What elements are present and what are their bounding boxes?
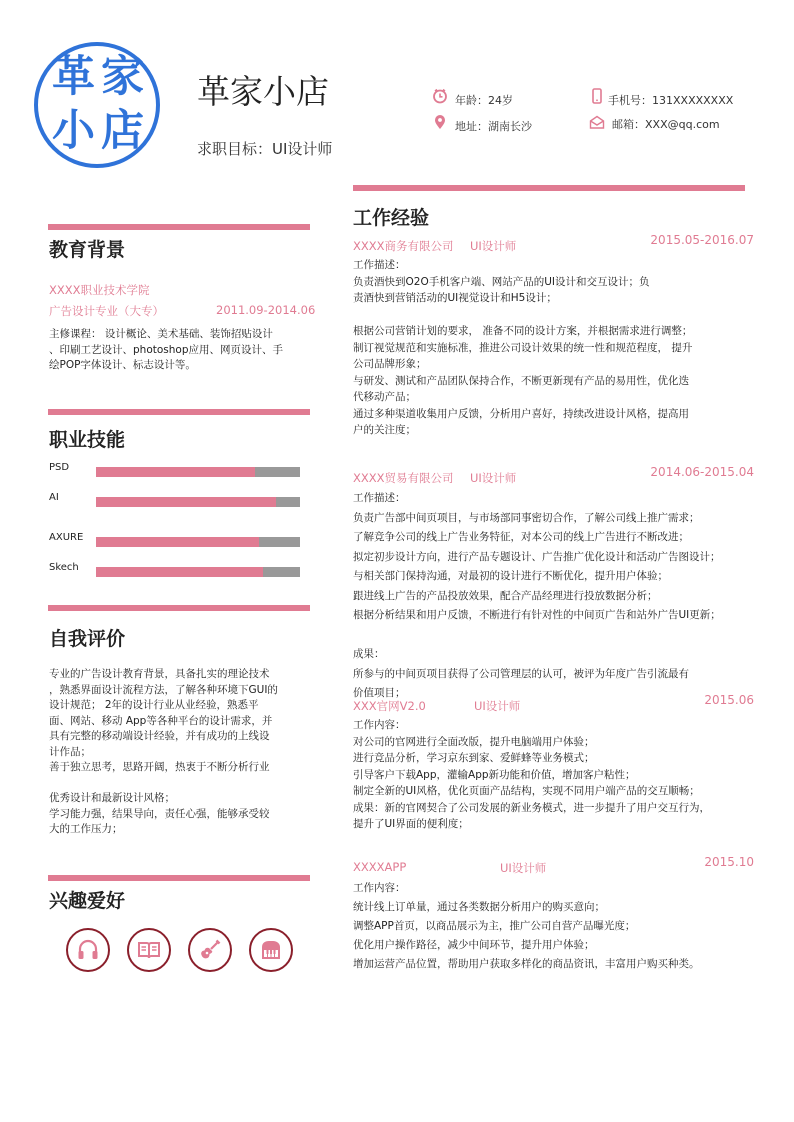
text-line: 通过多种渠道收集用户反馈，分析用户喜好，持续改进设计风格，提高用 xyxy=(353,407,689,420)
text-line: 学习能力强，结果导向，责任心强，能够承受较 xyxy=(49,807,270,820)
text-line: 、印刷工艺设计、photoshop应用、网页设计、手 xyxy=(49,343,283,356)
skill-name: Skech xyxy=(49,562,79,573)
logo-char: 家 xyxy=(101,52,144,102)
logo-char: 店 xyxy=(101,106,144,156)
skill-bar-fill xyxy=(96,497,276,507)
job-role: UI设计师 xyxy=(474,699,521,713)
hobby-piano xyxy=(249,928,293,972)
text-line: 代移动产品； xyxy=(353,391,416,403)
job-period: 2015.10 xyxy=(704,855,754,869)
text-line: 根据分析结果和用户反馈，不断进行有针对性的中间页广告和站外广告UI更新； xyxy=(353,609,721,621)
text-line: 所参与的中间页项目获得了公司管理层的认可，被评为年度广告引流最有 xyxy=(353,667,689,680)
phone-icon xyxy=(589,88,605,104)
text-line: 优化用户操作路径，减少中间环节，提升用户体验； xyxy=(353,939,595,951)
logo-char: 小 xyxy=(52,106,95,156)
company-name: XXXX商务有限公司 xyxy=(353,239,454,253)
text-line: 主修课程： 设计概论、美术基础、装饰招贴设计 xyxy=(49,328,273,340)
text-line: 绘POP字体设计、标志设计等。 xyxy=(49,359,196,371)
location-pin-icon xyxy=(432,114,448,130)
school-name: XXXX职业技术学院 xyxy=(49,283,150,297)
text-line: 优秀设计和最新设计风格； xyxy=(49,792,175,804)
work-title: 工作经验 xyxy=(353,207,430,229)
job-role: UI设计师 xyxy=(500,861,547,875)
text-line: 成果：新的官网契合了公司发展的新业务模式，进一步提升了用户交互行为， xyxy=(353,801,710,814)
text-line: 工作内容： xyxy=(353,882,406,894)
email-info: 邮箱：XXX@qq.com xyxy=(612,118,720,131)
section-divider xyxy=(353,185,745,191)
text-line: 专业的广告设计教育背景，具备扎实的理论技术 xyxy=(49,668,270,680)
skill-bar-fill xyxy=(96,567,263,577)
skill-bar xyxy=(96,567,300,577)
text-line: 工作描述： xyxy=(353,259,406,271)
text-line: 制订视觉规范和实施标准，推进公司设计效果的统一性和规范程度， 提升 xyxy=(353,341,693,354)
text-line: 增加运营产品位置，帮助用户获取多样化的商品资讯，丰富用户购买种类。 xyxy=(353,958,700,970)
text-line: 户的关注度； xyxy=(353,424,416,436)
guitar-icon xyxy=(198,938,222,962)
text-line: 责酒快到营销活动的UI视觉设计和H5设计； xyxy=(353,292,557,304)
self-eval-text xyxy=(49,667,278,838)
section-divider xyxy=(48,875,310,881)
hobbies-title: 兴趣爱好 xyxy=(49,890,126,912)
text-line xyxy=(353,626,721,646)
skill-bar xyxy=(96,467,300,477)
text-line: 与相关部门保持沟通，对最初的设计进行不断优化，提升用户体验； xyxy=(353,570,668,582)
text-line: 面、网站、移动 App等各种平台的设计需求，并 xyxy=(49,714,273,727)
company-name: XXXX贸易有限公司 xyxy=(353,471,454,485)
text-line: 价值项目； xyxy=(353,687,406,699)
text-line: ，熟悉界面设计流程方法，了解各种环境下GUI的 xyxy=(49,683,278,696)
hobby-guitar xyxy=(188,928,232,972)
address-info: 地址：湖南长沙 xyxy=(455,120,532,133)
text-line: 具有完整的移动端设计经验，并有成功的上线设 xyxy=(49,730,270,742)
job-description xyxy=(353,879,700,974)
text-line: 与研发、测试和产品团队保持合作，不断更新现有产品的易用性，优化迭 xyxy=(353,374,689,387)
text-line: 负责酒快到O2O手机客户端、网站产品的UI设计和交互设计；负 xyxy=(353,275,650,288)
text-line: 调整APP首页，以商品展示为主，推广公司自营产品曝光度； xyxy=(353,920,636,932)
section-divider xyxy=(48,224,310,230)
skill-bar xyxy=(96,537,300,547)
skills-title: 职业技能 xyxy=(49,429,126,451)
text-line: 引导客户下载App，灌输App新功能和价值，增加客户粘性； xyxy=(353,768,636,781)
skill-name: AXURE xyxy=(49,532,84,543)
job-description xyxy=(353,257,692,439)
skill-name: PSD xyxy=(49,462,70,473)
text-line xyxy=(49,776,278,792)
company-name: XXXXAPP xyxy=(353,860,407,874)
self-eval-title: 自我评价 xyxy=(49,628,126,650)
piano-icon xyxy=(259,938,283,962)
hobby-reading xyxy=(127,928,171,972)
headphones-icon xyxy=(76,938,100,962)
text-line: 工作描述： xyxy=(353,492,406,504)
text-line: 工作内容： xyxy=(353,719,406,731)
text-line: 跟进线上广告的产品投放效果，配合产品经理进行投放数据分析； xyxy=(353,589,658,602)
candidate-name: 革家小店 xyxy=(197,72,329,111)
education-title: 教育背景 xyxy=(49,239,126,261)
text-line: 善于独立思考，思路开阔，热衷于不断分析行业 xyxy=(49,761,270,773)
logo-char: 革 xyxy=(52,52,95,102)
job-period: 2014.06-2015.04 xyxy=(650,465,754,479)
job-goal: 求职目标：UI设计师 xyxy=(197,140,333,158)
major-name: 广告设计专业（大专） xyxy=(49,304,164,318)
skill-name: AI xyxy=(49,492,59,503)
age-info: 年龄：24岁 xyxy=(455,94,513,107)
mail-icon xyxy=(589,114,605,130)
text-line: 公司品牌形象； xyxy=(353,358,427,370)
section-divider xyxy=(48,409,310,415)
job-description xyxy=(353,717,710,833)
text-line: 计作品； xyxy=(49,745,91,758)
text-line: 进行竞品分析，学习京东到家、爱鲜蜂等业务模式； xyxy=(353,752,595,764)
text-line: 成果： xyxy=(353,648,385,660)
text-line xyxy=(353,307,692,324)
company-name: XXX官网V2.0 xyxy=(353,699,426,713)
clock-icon xyxy=(432,88,448,104)
section-divider xyxy=(48,605,310,611)
text-line: 设计规范； 2年的设计行业从业经验，熟悉平 xyxy=(49,699,259,711)
text-line: 对公司的官网进行全面改版，提升电脑端用户体验； xyxy=(353,735,595,748)
job-role: UI设计师 xyxy=(470,239,517,253)
job-role: UI设计师 xyxy=(470,471,517,485)
text-line: 了解竞争公司的线上广告业务特征，对本公司的线上广告进行不断改进； xyxy=(353,531,689,543)
job-period: 2015.06 xyxy=(704,693,754,707)
text-line: 制定全新的UI风格，优化页面产品结构，实现不同用户端产品的交互顺畅； xyxy=(353,785,700,797)
text-line: 负责广告部中间页项目，与市场部同事密切合作，了解公司线上推广需求； xyxy=(353,511,700,524)
text-line: 大的工作压力； xyxy=(49,823,123,835)
book-icon xyxy=(137,938,161,962)
skill-bar-fill xyxy=(96,467,255,477)
text-line: 统计线上订单量，通过各类数据分析用户的购买意向； xyxy=(353,901,605,913)
logo-seal xyxy=(34,42,160,168)
job-description xyxy=(353,489,721,704)
text-line: 提升了UI界面的便利度； xyxy=(353,818,469,830)
skill-bar-fill xyxy=(96,537,259,547)
course-list xyxy=(49,327,283,374)
hobby-headphones xyxy=(66,928,110,972)
education-period: 2011.09-2014.06 xyxy=(216,303,316,317)
job-period: 2015.05-2016.07 xyxy=(650,233,754,247)
text-line: 根据公司营销计划的要求， 准备不同的设计方案，并根据需求进行调整； xyxy=(353,325,693,337)
skill-bar xyxy=(96,497,300,507)
text-line: 拟定初步设计方向，进行产品专题设计、广告推广优化设计和活动广告图设计； xyxy=(353,550,721,563)
phone-info: 手机号：131XXXXXXXX xyxy=(608,94,734,107)
